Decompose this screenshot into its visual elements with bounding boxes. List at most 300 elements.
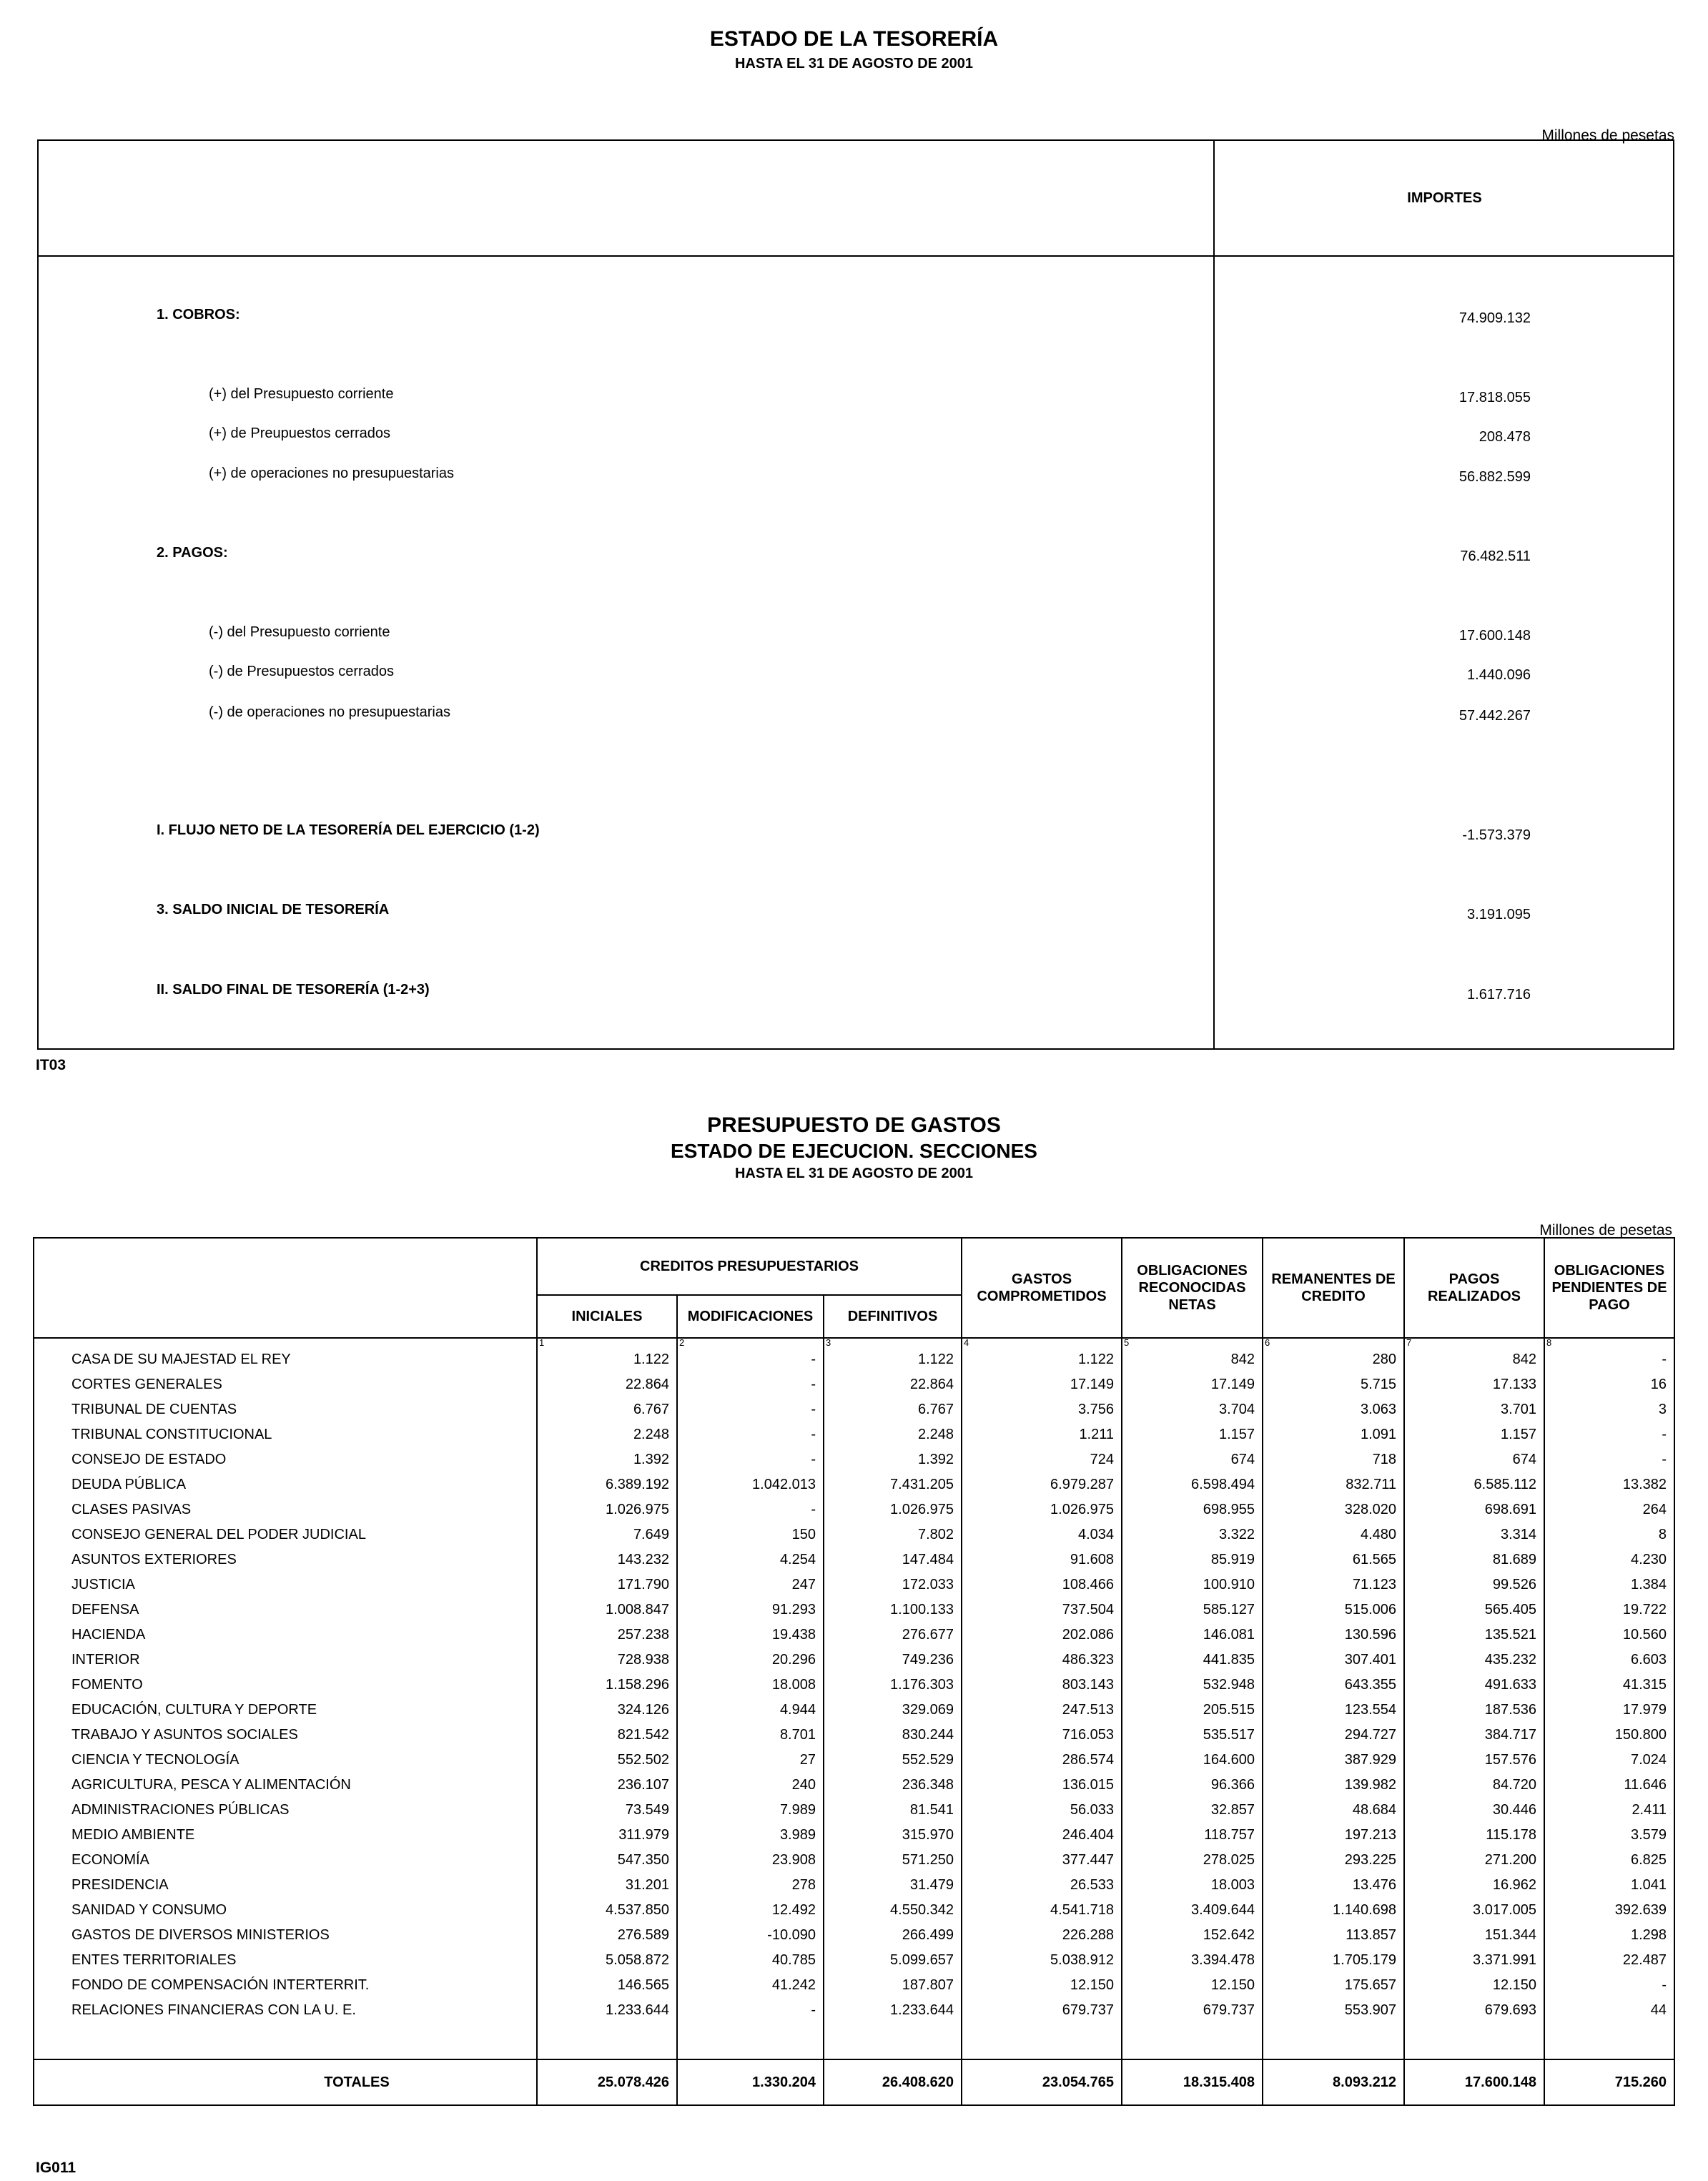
amount-cell: 91.608 — [962, 1547, 1122, 1572]
amount-cell: 5.715 — [1263, 1372, 1404, 1397]
amount-cell: 6.598.494 — [1122, 1472, 1263, 1497]
amount-cell: 294.727 — [1263, 1723, 1404, 1748]
amount-cell: 139.982 — [1263, 1773, 1404, 1798]
col-index: 2 — [677, 1338, 824, 1347]
amount-cell: 1.384 — [1544, 1572, 1674, 1597]
table-row — [34, 1798, 1674, 1823]
amount-cell: -10.090 — [677, 1923, 824, 1948]
section-name: CORTES GENERALES — [34, 1372, 537, 1397]
amount-cell: 236.107 — [537, 1773, 677, 1798]
amount-cell: 171.790 — [537, 1572, 677, 1597]
amount-cell: 535.517 — [1122, 1723, 1263, 1748]
amount-cell: 146.081 — [1122, 1623, 1263, 1648]
table-row — [34, 1673, 1674, 1698]
amount-cell: 842 — [1122, 1347, 1263, 1372]
amount-cell: 96.366 — [1122, 1773, 1263, 1798]
amount-cell: 293.225 — [1263, 1848, 1404, 1873]
amount-cell: 3.394.478 — [1122, 1948, 1263, 1973]
amount-cell: 1.122 — [537, 1347, 677, 1372]
amount-cell: 643.355 — [1263, 1673, 1404, 1698]
amount-cell: 486.323 — [962, 1648, 1122, 1673]
amount-cell: 118.757 — [1122, 1823, 1263, 1848]
amount-cell: 6.767 — [824, 1397, 962, 1422]
amount-cell: 151.344 — [1404, 1923, 1544, 1948]
gastos-title: PRESUPUESTO DE GASTOS — [707, 1113, 1001, 1137]
amount-cell: 6.979.287 — [962, 1472, 1122, 1497]
amount-cell: 187.807 — [824, 1973, 962, 1998]
amount-cell: 20.296 — [677, 1648, 824, 1673]
amount-cell: 1.233.644 — [824, 1998, 962, 2023]
amount-cell: 1.298 — [1544, 1923, 1674, 1948]
gastos-code: IG011 — [36, 2160, 76, 2176]
amount-cell: 324.126 — [537, 1698, 677, 1723]
amount-cell: 1.176.303 — [824, 1673, 962, 1698]
pagos-corriente-value: 17.600.148 — [1458, 628, 1531, 644]
amount-cell: 571.250 — [824, 1848, 962, 1873]
definitivos-header: DEFINITIVOS — [824, 1295, 962, 1338]
table-row — [34, 1372, 1674, 1397]
amount-cell: 3 — [1544, 1397, 1674, 1422]
amount-cell: 679.737 — [962, 1998, 1122, 2023]
header-blank — [34, 1238, 537, 1338]
amount-cell: 832.711 — [1263, 1472, 1404, 1497]
tesoreria-table — [37, 139, 1674, 1050]
amount-cell: 136.015 — [962, 1773, 1122, 1798]
table-row — [34, 1547, 1674, 1572]
amount-cell: 257.238 — [537, 1623, 677, 1648]
amount-cell: 1.026.975 — [824, 1497, 962, 1522]
iniciales-header: INICIALES — [537, 1295, 677, 1338]
amount-cell: 315.970 — [824, 1823, 962, 1848]
amount-cell: - — [677, 1347, 824, 1372]
amount-cell: 32.857 — [1122, 1798, 1263, 1823]
amount-cell: 13.476 — [1263, 1873, 1404, 1898]
table-row — [34, 1522, 1674, 1547]
amount-cell: 12.492 — [677, 1898, 824, 1923]
table-row — [34, 1823, 1674, 1848]
amount-cell: 187.536 — [1404, 1698, 1544, 1723]
amount-cell: 392.639 — [1544, 1898, 1674, 1923]
amount-cell: 23.908 — [677, 1848, 824, 1873]
amount-cell: 1.122 — [962, 1347, 1122, 1372]
pagos-value: 76.482.511 — [1460, 548, 1531, 564]
table-row — [34, 1648, 1674, 1673]
amount-cell: 81.689 — [1404, 1547, 1544, 1572]
section-name: AGRICULTURA, PESCA Y ALIMENTACIÓN — [34, 1773, 537, 1798]
amount-cell: 3.314 — [1404, 1522, 1544, 1547]
amount-cell: 698.691 — [1404, 1497, 1544, 1522]
amount-cell: 175.657 — [1263, 1973, 1404, 1998]
remanentes-header: REMANENTES DE CREDITO — [1263, 1238, 1404, 1338]
totals-value: 25.078.426 — [537, 2059, 677, 2105]
amount-cell: 674 — [1404, 1447, 1544, 1472]
amount-cell: 4.550.342 — [824, 1898, 962, 1923]
amount-cell: 22.864 — [537, 1372, 677, 1397]
amount-cell: 31.479 — [824, 1873, 962, 1898]
amount-cell: 61.565 — [1263, 1547, 1404, 1572]
saldo-inicial-value: 3.191.095 — [1467, 907, 1531, 922]
amount-cell: 12.150 — [962, 1973, 1122, 1998]
amount-cell: 16 — [1544, 1372, 1674, 1397]
amount-cell: 377.447 — [962, 1848, 1122, 1873]
saldo-inicial-label: 3. SALDO INICIAL DE TESORERÍA — [157, 902, 390, 917]
pagos-nopresup-value: 57.442.267 — [1458, 708, 1531, 724]
cobros-corriente-label: (+) del Presupuesto corriente — [209, 386, 394, 402]
amount-cell: 278.025 — [1122, 1848, 1263, 1873]
section-name: EDUCACIÓN, CULTURA Y DEPORTE — [34, 1698, 537, 1723]
amount-cell: 44 — [1544, 1998, 1674, 2023]
section-name: ADMINISTRACIONES PÚBLICAS — [34, 1798, 537, 1823]
amount-cell: 280 — [1263, 1347, 1404, 1372]
pendientes-header: OBLIGACIONES PENDIENTES DE PAGO — [1544, 1238, 1674, 1338]
table-row — [34, 1998, 1674, 2023]
section-name: JUSTICIA — [34, 1572, 537, 1597]
gastos-comprometidos-header: GASTOS COMPROMETIDOS — [962, 1238, 1122, 1338]
modificaciones-header: MODIFICACIONES — [677, 1295, 824, 1338]
amount-cell: - — [1544, 1973, 1674, 1998]
amount-cell: 679.737 — [1122, 1998, 1263, 2023]
section-name: PRESIDENCIA — [34, 1873, 537, 1898]
amount-cell: 12.150 — [1122, 1973, 1263, 1998]
amount-cell: 150 — [677, 1522, 824, 1547]
amount-cell: 1.392 — [824, 1447, 962, 1472]
amount-cell: 18.003 — [1122, 1873, 1263, 1898]
amount-cell: 266.499 — [824, 1923, 962, 1948]
amount-cell: 1.100.133 — [824, 1597, 962, 1623]
section-name: TRIBUNAL CONSTITUCIONAL — [34, 1422, 537, 1447]
amount-cell: 13.382 — [1544, 1472, 1674, 1497]
section-name: CONSEJO DE ESTADO — [34, 1447, 537, 1472]
amount-cell: 4.541.718 — [962, 1898, 1122, 1923]
amount-cell: 553.907 — [1263, 1998, 1404, 2023]
creditos-header: CREDITOS PRESUPUESTARIOS — [537, 1238, 962, 1295]
amount-cell: 7.024 — [1544, 1748, 1674, 1773]
amount-cell: 8 — [1544, 1522, 1674, 1547]
amount-cell: 276.677 — [824, 1623, 962, 1648]
pagos-nopresup-label: (-) de operaciones no presupuestarias — [209, 704, 450, 720]
section-name: CASA DE SU MAJESTAD EL REY — [34, 1347, 537, 1372]
table-row — [34, 1773, 1674, 1798]
amount-cell: 91.293 — [677, 1597, 824, 1623]
section-name: SANIDAD Y CONSUMO — [34, 1898, 537, 1923]
table-row — [34, 1397, 1674, 1422]
section-name: FOMENTO — [34, 1673, 537, 1698]
amount-cell: 41.315 — [1544, 1673, 1674, 1698]
amount-cell: 226.288 — [962, 1923, 1122, 1948]
amount-cell: 842 — [1404, 1347, 1544, 1372]
amount-cell: 18.008 — [677, 1673, 824, 1698]
table-row — [34, 1497, 1674, 1522]
cobros-corriente-value: 17.818.055 — [1458, 390, 1531, 405]
amount-cell: 150.800 — [1544, 1723, 1674, 1748]
amount-cell: 286.574 — [962, 1748, 1122, 1773]
totals-row — [34, 2059, 1674, 2105]
table-row — [34, 1973, 1674, 1998]
amount-cell: 679.693 — [1404, 1998, 1544, 2023]
pagos-corriente-label: (-) del Presupuesto corriente — [209, 624, 390, 640]
totals-label: TOTALES — [34, 2059, 537, 2105]
amount-cell: 5.038.912 — [962, 1948, 1122, 1973]
amount-cell: 1.392 — [537, 1447, 677, 1472]
amount-cell: 264 — [1544, 1497, 1674, 1522]
amount-cell: 1.211 — [962, 1422, 1122, 1447]
amount-cell: 547.350 — [537, 1848, 677, 1873]
amount-cell: 22.487 — [1544, 1948, 1674, 1973]
amount-cell: 552.502 — [537, 1748, 677, 1773]
amount-cell: 27 — [677, 1748, 824, 1773]
section-name: ECONOMÍA — [34, 1848, 537, 1873]
amount-cell: 329.069 — [824, 1698, 962, 1723]
table-row — [34, 1723, 1674, 1748]
totals-value: 17.600.148 — [1404, 2059, 1544, 2105]
pagos-cerrados-value: 1.440.096 — [1467, 667, 1531, 683]
totals-value: 18.315.408 — [1122, 2059, 1263, 2105]
amount-cell: 17.133 — [1404, 1372, 1544, 1397]
amount-cell: 1.158.296 — [537, 1673, 677, 1698]
amount-cell: 7.649 — [537, 1522, 677, 1547]
amount-cell: 3.704 — [1122, 1397, 1263, 1422]
importes-header: IMPORTES — [1407, 189, 1482, 206]
saldo-final-value: 1.617.716 — [1467, 987, 1531, 1003]
amount-cell: 17.149 — [962, 1372, 1122, 1397]
section-name: DEUDA PÚBLICA — [34, 1472, 537, 1497]
pagos-cerrados-label: (-) de Presupuestos cerrados — [209, 664, 395, 679]
amount-cell: 152.642 — [1122, 1923, 1263, 1948]
amount-cell: 1.157 — [1404, 1422, 1544, 1447]
amount-cell: 532.948 — [1122, 1673, 1263, 1698]
table-row — [34, 1472, 1674, 1497]
section-name: MEDIO AMBIENTE — [34, 1823, 537, 1848]
col-index: 7 — [1404, 1338, 1544, 1347]
amount-cell: 6.585.112 — [1404, 1472, 1544, 1497]
amount-cell: 3.322 — [1122, 1522, 1263, 1547]
amount-cell: 197.213 — [1263, 1823, 1404, 1848]
section-name: CIENCIA Y TECNOLOGÍA — [34, 1748, 537, 1773]
pagos-header: PAGOS REALIZADOS — [1404, 1238, 1544, 1338]
section-name: DEFENSA — [34, 1597, 537, 1623]
amount-cell: 3.371.991 — [1404, 1948, 1544, 1973]
amount-cell: 7.802 — [824, 1522, 962, 1547]
gastos-title2: ESTADO DE EJECUCION. SECCIONES — [671, 1140, 1037, 1162]
amount-cell: 11.646 — [1544, 1773, 1674, 1798]
cobros-nopresup-value: 56.882.599 — [1458, 469, 1531, 485]
amount-cell: 441.835 — [1122, 1648, 1263, 1673]
section-name: ENTES TERRITORIALES — [34, 1948, 537, 1973]
amount-cell: 81.541 — [824, 1798, 962, 1823]
amount-cell: 4.230 — [1544, 1547, 1674, 1572]
amount-cell: 115.178 — [1404, 1823, 1544, 1848]
amount-cell: 387.929 — [1263, 1748, 1404, 1773]
cobros-label: 1. COBROS: — [157, 307, 240, 323]
gastos-units: Millones de pesetas — [1539, 1222, 1672, 1239]
section-name: HACIENDA — [34, 1623, 537, 1648]
amount-cell: 130.596 — [1263, 1623, 1404, 1648]
amount-cell: 830.244 — [824, 1723, 962, 1748]
amount-cell: - — [1544, 1422, 1674, 1447]
amount-cell: 4.944 — [677, 1698, 824, 1723]
section-name: RELACIONES FINANCIERAS CON LA U. E. — [34, 1998, 537, 2023]
amount-cell: 240 — [677, 1773, 824, 1798]
section-name: CONSEJO GENERAL DEL PODER JUDICIAL — [34, 1522, 537, 1547]
amount-cell: 22.864 — [824, 1372, 962, 1397]
amount-cell: 247 — [677, 1572, 824, 1597]
amount-cell: 85.919 — [1122, 1547, 1263, 1572]
amount-cell: 3.579 — [1544, 1823, 1674, 1848]
amount-cell: 698.955 — [1122, 1497, 1263, 1522]
gastos-subtitle: HASTA EL 31 DE AGOSTO DE 2001 — [734, 1166, 974, 1181]
amount-cell: 728.938 — [537, 1648, 677, 1673]
amount-cell: 5.099.657 — [824, 1948, 962, 1973]
amount-cell: 585.127 — [1122, 1597, 1263, 1623]
amount-cell: 311.979 — [537, 1823, 677, 1848]
amount-cell: 3.756 — [962, 1397, 1122, 1422]
amount-cell: 716.053 — [962, 1723, 1122, 1748]
amount-cell: 7.989 — [677, 1798, 824, 1823]
amount-cell: 123.554 — [1263, 1698, 1404, 1723]
amount-cell: 41.242 — [677, 1973, 824, 1998]
saldo-final-label: II. SALDO FINAL DE TESORERÍA (1-2+3) — [157, 982, 430, 998]
amount-cell: 328.020 — [1263, 1497, 1404, 1522]
amount-cell: 803.143 — [962, 1673, 1122, 1698]
section-name: TRABAJO Y ASUNTOS SOCIALES — [34, 1723, 537, 1748]
amount-cell: 6.389.192 — [537, 1472, 677, 1497]
amount-cell: 271.200 — [1404, 1848, 1544, 1873]
amount-cell: 3.063 — [1263, 1397, 1404, 1422]
amount-cell: 8.701 — [677, 1723, 824, 1748]
totals-value: 8.093.212 — [1263, 2059, 1404, 2105]
amount-cell: 718 — [1263, 1447, 1404, 1472]
col-index: 8 — [1544, 1338, 1674, 1347]
amount-cell: 4.480 — [1263, 1522, 1404, 1547]
amount-cell: 276.589 — [537, 1923, 677, 1948]
amount-cell: 2.248 — [824, 1422, 962, 1447]
table-row — [34, 1422, 1674, 1447]
table-row — [34, 1848, 1674, 1873]
obligaciones-header: OBLIGACIONES RECONOCIDAS NETAS — [1122, 1238, 1263, 1338]
amount-cell: 247.513 — [962, 1698, 1122, 1723]
section-name: INTERIOR — [34, 1648, 537, 1673]
amount-cell: 4.034 — [962, 1522, 1122, 1547]
amount-cell: 30.446 — [1404, 1798, 1544, 1823]
tesoreria-code: IT03 — [36, 1057, 66, 1073]
amount-cell: 16.962 — [1404, 1873, 1544, 1898]
table-row — [34, 1948, 1674, 1973]
section-name: FONDO DE COMPENSACIÓN INTERTERRIT. — [34, 1973, 537, 1998]
table-row — [34, 1447, 1674, 1472]
amount-cell: 26.533 — [962, 1873, 1122, 1898]
amount-cell: 1.008.847 — [537, 1597, 677, 1623]
col-index: 6 — [1263, 1338, 1404, 1347]
amount-cell: - — [677, 1497, 824, 1522]
amount-cell: 1.140.698 — [1263, 1898, 1404, 1923]
amount-cell: 3.017.005 — [1404, 1898, 1544, 1923]
section-name: CLASES PASIVAS — [34, 1497, 537, 1522]
amount-cell: 164.600 — [1122, 1748, 1263, 1773]
amount-cell: 17.149 — [1122, 1372, 1263, 1397]
amount-cell: 278 — [677, 1873, 824, 1898]
amount-cell: 19.438 — [677, 1623, 824, 1648]
amount-cell: 84.720 — [1404, 1773, 1544, 1798]
amount-cell: 19.722 — [1544, 1597, 1674, 1623]
amount-cell: 5.058.872 — [537, 1948, 677, 1973]
table-row — [34, 1572, 1674, 1597]
table-row — [34, 1623, 1674, 1648]
amount-cell: 113.857 — [1263, 1923, 1404, 1948]
gastos-table — [33, 1237, 1675, 2106]
amount-cell: 1.026.975 — [537, 1497, 677, 1522]
amount-cell: 202.086 — [962, 1623, 1122, 1648]
amount-cell: 491.633 — [1404, 1673, 1544, 1698]
amount-cell: 73.549 — [537, 1798, 677, 1823]
amount-cell: 737.504 — [962, 1597, 1122, 1623]
pagos-label: 2. PAGOS: — [157, 545, 228, 561]
amount-cell: 48.684 — [1263, 1798, 1404, 1823]
amount-cell: 205.515 — [1122, 1698, 1263, 1723]
table-row — [34, 1597, 1674, 1623]
amount-cell: 157.576 — [1404, 1748, 1544, 1773]
amount-cell: 100.910 — [1122, 1572, 1263, 1597]
amount-cell: 552.529 — [824, 1748, 962, 1773]
amount-cell: - — [677, 1422, 824, 1447]
table-row — [34, 1698, 1674, 1723]
amount-cell: 40.785 — [677, 1948, 824, 1973]
amount-cell: - — [1544, 1347, 1674, 1372]
amount-cell: 1.122 — [824, 1347, 962, 1372]
totals-value: 23.054.765 — [962, 2059, 1122, 2105]
amount-cell: 172.033 — [824, 1572, 962, 1597]
amount-cell: - — [677, 1397, 824, 1422]
table-row — [34, 1898, 1674, 1923]
amount-cell: 565.405 — [1404, 1597, 1544, 1623]
section-name: GASTOS DE DIVERSOS MINISTERIOS — [34, 1923, 537, 1948]
amount-cell: 674 — [1122, 1447, 1263, 1472]
amount-cell: 749.236 — [824, 1648, 962, 1673]
amount-cell: - — [1544, 1447, 1674, 1472]
amount-cell: 2.248 — [537, 1422, 677, 1447]
amount-cell: 435.232 — [1404, 1648, 1544, 1673]
amount-cell: 3.701 — [1404, 1397, 1544, 1422]
amount-cell: 3.989 — [677, 1823, 824, 1848]
amount-cell: - — [677, 1447, 824, 1472]
amount-cell: 307.401 — [1263, 1648, 1404, 1673]
tesoreria-units: Millones de pesetas — [1541, 127, 1674, 144]
amount-cell: 6.825 — [1544, 1848, 1674, 1873]
totals-value: 1.330.204 — [677, 2059, 824, 2105]
amount-cell: 1.026.975 — [962, 1497, 1122, 1522]
col-index: 5 — [1122, 1338, 1263, 1347]
flujo-neto-label: I. FLUJO NETO DE LA TESORERÍA DEL EJERCICIO (1-2) — [157, 822, 540, 838]
amount-cell: 143.232 — [537, 1547, 677, 1572]
amount-cell: 10.560 — [1544, 1623, 1674, 1648]
amount-cell: 71.123 — [1263, 1572, 1404, 1597]
amount-cell: 1.705.179 — [1263, 1948, 1404, 1973]
totals-value: 26.408.620 — [824, 2059, 962, 2105]
amount-cell: 147.484 — [824, 1547, 962, 1572]
amount-cell: 724 — [962, 1447, 1122, 1472]
amount-cell: 1.157 — [1122, 1422, 1263, 1447]
amount-cell: 17.979 — [1544, 1698, 1674, 1723]
amount-cell: 1.091 — [1263, 1422, 1404, 1447]
amount-cell: - — [677, 1372, 824, 1397]
flujo-neto-value: -1.573.379 — [1462, 827, 1531, 843]
amount-cell: 2.411 — [1544, 1798, 1674, 1823]
table-row — [34, 1923, 1674, 1948]
amount-cell: 146.565 — [537, 1973, 677, 1998]
table-row — [34, 1748, 1674, 1773]
section-name: TRIBUNAL DE CUENTAS — [34, 1397, 537, 1422]
amount-cell: 1.233.644 — [537, 1998, 677, 2023]
amount-cell: 99.526 — [1404, 1572, 1544, 1597]
